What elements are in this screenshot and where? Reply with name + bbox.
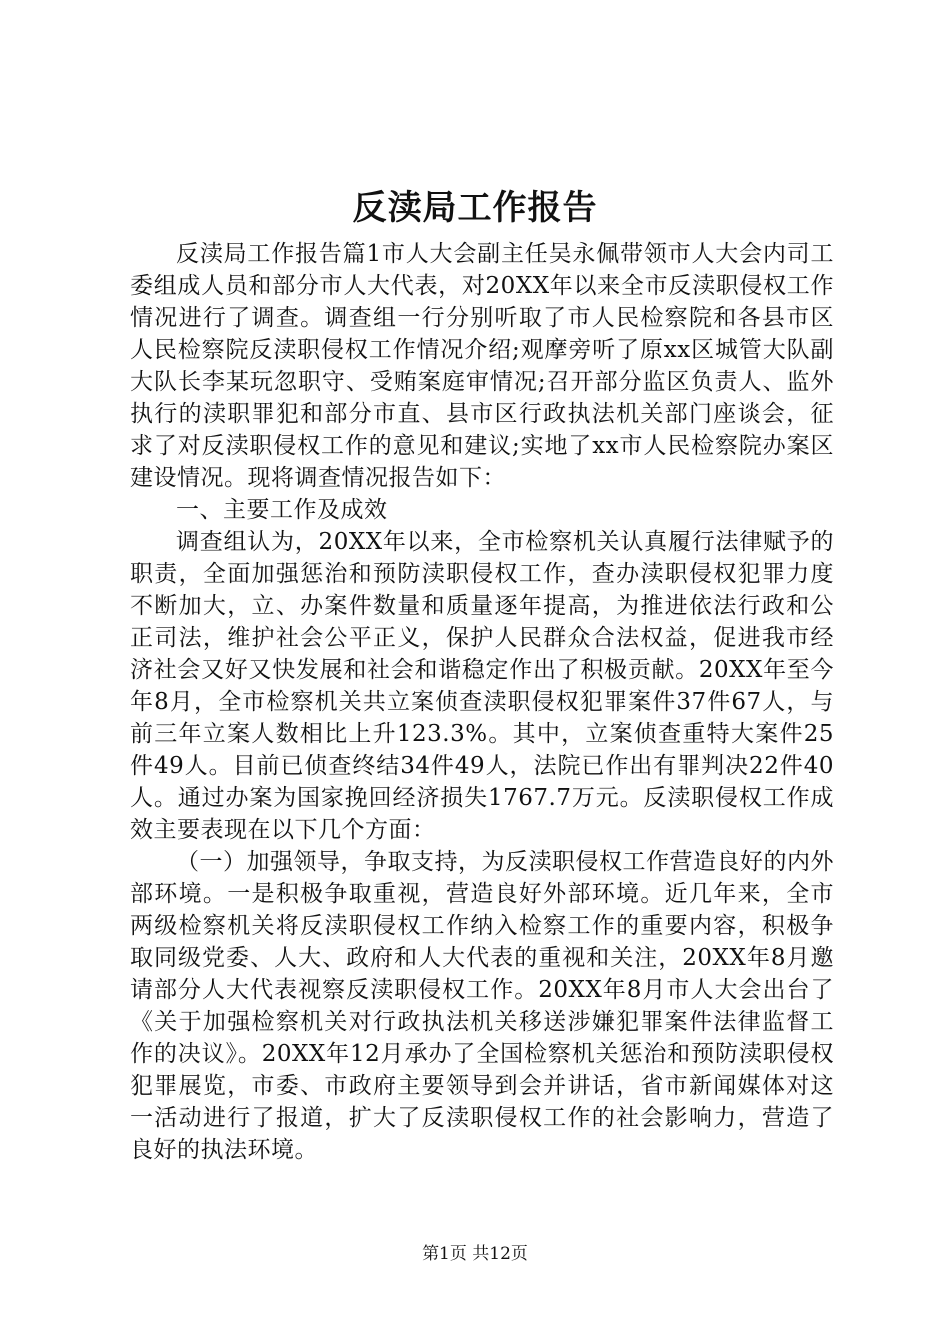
paragraph-leadership: （一）加强领导，争取支持，为反渎职侵权工作营造良好的内外部环境。一是积极争取重视，营造良好外部环境。近几年来，全市两级检察机关将反渎职侵权工作纳入检察工作的重要内容，积极争取同级党委、人大、政府和人大代表的重视和关注，20XX年8月邀请部分人大代表视察反渎职侵权工作。20XX年8月市人大会出台了《关于加强检察机关对行政执法机关移送涉嫌犯罪案件法律监督工作的决议》。20XX年12月承办了全国检察机关惩治和预防渎职侵权犯罪展览，市委、市政府主要领导到会并讲话，省市新闻媒体对这一活动进行了报道，扩大了反渎职侵权工作的社会影响力，营造了良好的执法环境。 bbox=[130, 849, 834, 1163]
paragraph-intro: 反渎局工作报告篇1市人大会副主任吴永佩带领市人大会内司工委组成人员和部分市人大代表，对20XX年以来全市反渎职侵权工作情况进行了调查。调查组一行分别听取了市人民检察院和各县市区人民检察院反渎职侵权工作情况介绍;观摩旁听了原xx区城管大队副大队长李某玩忽职守、受贿案庭审情况;召开部分监区负责人、监外执行的渎职罪犯和部分市直、县市区行政执法机关部门座谈会，征求了对反渎职侵权工作的意见和建议;实地了xx市人民检察院办案区建设情况。现将调查情况报告如下： bbox=[130, 241, 834, 491]
page-number: 第1页 共12页 bbox=[422, 1244, 528, 1264]
document-body bbox=[130, 238, 834, 1166]
document-title: 反渎局工作报告 bbox=[352, 188, 598, 228]
section-heading: 一、主要工作及成效 bbox=[176, 497, 388, 523]
paragraph-achievements: 调查组认为，20XX年以来，全市检察机关认真履行法律赋予的职责，全面加强惩治和预防渎职侵权工作，查办渎职侵权犯罪力度不断加大，立、办案件数量和质量逐年提高，为推进依法行政和公正司法，维护社会公平正义，保护人民群众合法权益，促进我市经济社会又好又快发展和社会和谐稳定作出了积极贡献。20XX年至今年8月，全市检察机关共立案侦查渎职侵权犯罪案件37件67人，与前三年立案人数相比上升123.3%。其中，立案侦查重特大案件25件49人。目前已侦查终结34件49人，法院已作出有罪判决22件40人。通过办案为国家挽回经济损失1767.7万元。反渎职侵权工作成效主要表现在以下几个方面： bbox=[130, 529, 834, 843]
